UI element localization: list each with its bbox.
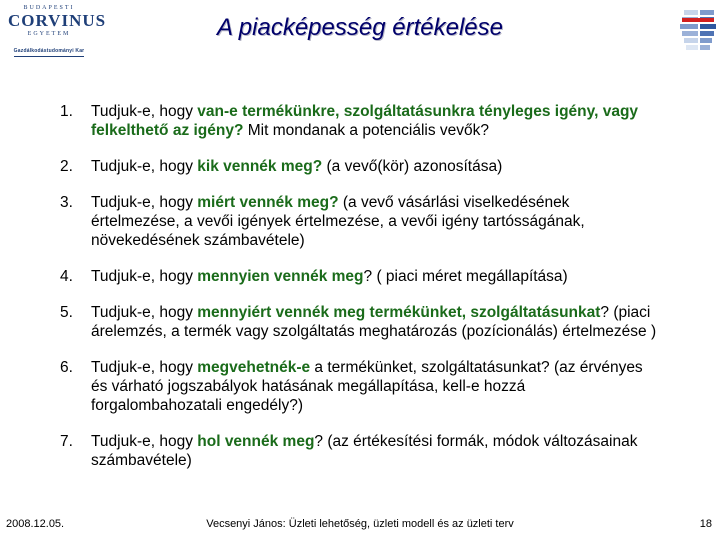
logo-subline: Gazdálkodástudományi Kar [13, 48, 85, 54]
item-text-highlight: mennyien vennék meg [197, 268, 364, 285]
item-text-highlight: megvehetnék-e [197, 359, 311, 376]
list-item [60, 157, 660, 176]
logo-rule [14, 56, 84, 57]
item-text [91, 193, 660, 250]
item-text-plain: ? (piaci árelemzés, a termék vagy szolgáltatás meghatározás (pozícionálás) értelmezése ) [91, 304, 657, 340]
item-text-highlight: van-e termékünkre, szolgáltatásunkra tényleges igény, vagy felkelthető az igény? [91, 103, 639, 139]
item-number: 7. [60, 433, 73, 450]
item-text-plain: Tudjuk-e, hogy [91, 304, 198, 321]
item-text-highlight: mennyiért vennék meg termékünket, szolgáltatásunkat [197, 304, 601, 321]
item-number: 6. [60, 359, 73, 376]
item-number: 2. [60, 158, 73, 175]
logo-top-text: BUDAPESTI [23, 5, 75, 11]
item-text-plain: Tudjuk-e, hogy [91, 194, 198, 211]
logo-bottom-text: EGYETEM [27, 31, 71, 37]
item-text-plain: Tudjuk-e, hogy [91, 433, 198, 450]
footer-author: Vecsenyi János: Üzleti lehetőség, üzleti modell és az üzleti terv [206, 518, 514, 530]
item-text [91, 358, 660, 415]
item-number: 4. [60, 268, 73, 285]
item-number: 3. [60, 194, 73, 211]
item-text-plain: Tudjuk-e, hogy [91, 359, 198, 376]
item-text-highlight: hol vennék meg [197, 433, 315, 450]
item-text [91, 303, 660, 341]
item-number: 1. [60, 103, 73, 120]
item-text [91, 432, 660, 470]
faculty-logo-icon [678, 4, 720, 62]
item-text [91, 267, 660, 286]
item-text-plain: Tudjuk-e, hogy [91, 268, 198, 285]
item-text-plain: (a vevő(kör) azonosítása) [322, 158, 503, 175]
list-item [60, 193, 660, 250]
item-text-plain: a termékünket, szolgáltatásunkat? (az érvényes és várható jogszabályok hatásának megállapítása, kell-e hozzá forgalombahozatali engedély?) [91, 359, 643, 414]
list-item [60, 432, 660, 470]
slide-title: A piacképesség értékelése [217, 14, 503, 41]
item-text-plain: Mit mondanak a potenciális vevők? [243, 122, 490, 139]
item-text-highlight: kik vennék meg? [197, 158, 323, 175]
item-text-highlight: miért vennék meg? [197, 194, 339, 211]
list-item [60, 102, 660, 140]
question-list [60, 102, 660, 470]
item-text-plain: (a vevő vásárlási viselkedésének értelmezése, a vevői igények értelmezése, a vevői igény tartósságának, növekedésének számbavétele) [91, 194, 585, 249]
item-text-plain: ? (az értékesítési formák, módok változásainak számbavétele) [91, 433, 638, 469]
item-text-plain: Tudjuk-e, hogy [91, 158, 198, 175]
list-item [60, 267, 660, 286]
footer-date: 2008.12.05. [6, 518, 65, 530]
item-text-plain: Tudjuk-e, hogy [91, 103, 198, 120]
item-text-plain: ? ( piaci méret megállapítása) [363, 268, 568, 285]
item-text [91, 102, 660, 140]
item-text [91, 157, 660, 176]
list-item [60, 358, 660, 415]
logo-name: CORVINUS [8, 11, 107, 30]
list-item [60, 303, 660, 341]
page-number: 18 [699, 518, 712, 530]
item-number: 5. [60, 304, 73, 321]
